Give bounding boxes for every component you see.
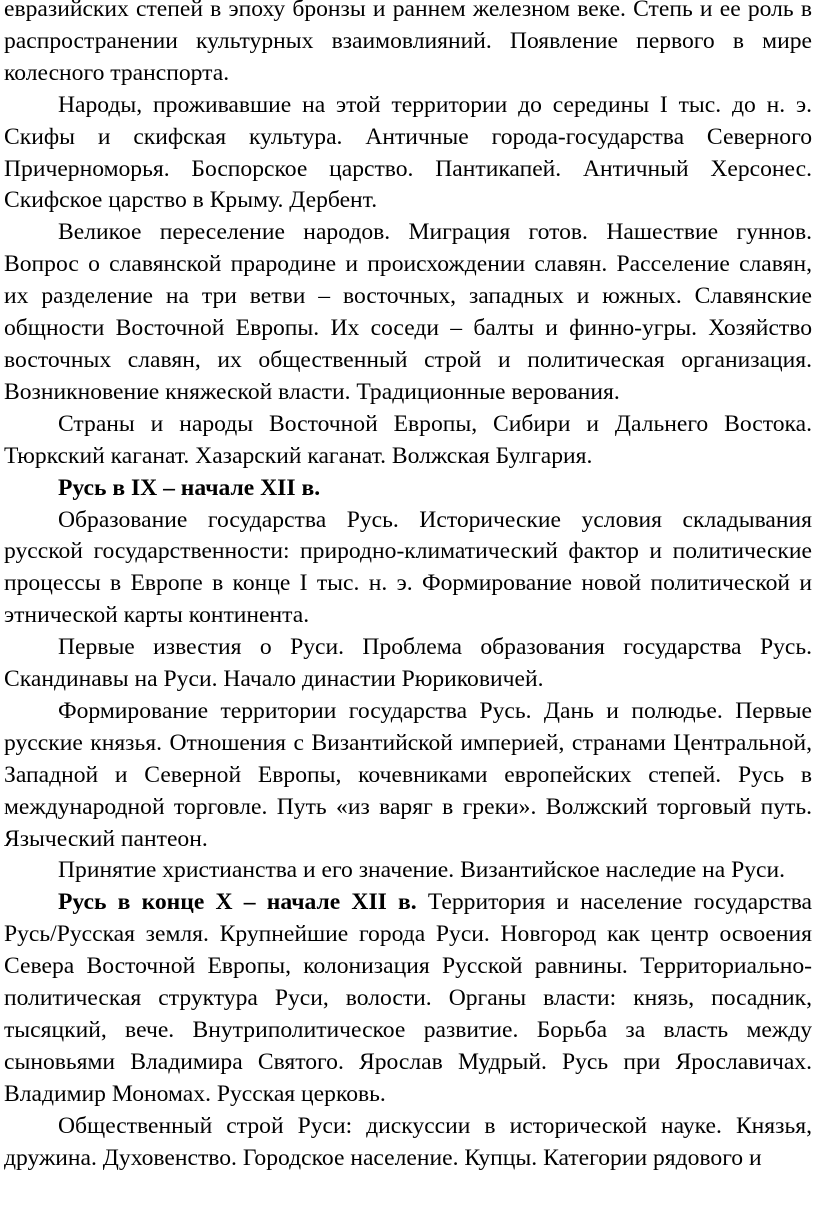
paragraph-territory-formation: Формирование территории государства Русь. Дань и полюдье. Первые русские князья. Отношения с Византийской империей, странами Центральной, Западной и Северной Европы, кочевниками европейских степей. Русь в международной торговле. Путь «из варяг в греки». Волжский торговый путь. Языческий пантеон.	[4, 697, 812, 852]
paragraph-rus-10-12-text: Территория и население государства Русь/Русская земля. Крупнейшие города Руси. Новгород как центр освоения Севера Восточной Европы, колонизация Русской равнины. Территориально-политическая структура Руси, волости. Органы власти: князь, посадник, тысяцкий, вече. Внутриполитическое развитие. Борьба за власть между сыновьями Владимира Святого. Ярослав Мудрый. Русь при Ярославичах. Владимир Мономах. Русская церковь.	[4, 889, 813, 1107]
inline-heading-rus-10-12: Русь в конце X – начале XII в.	[58, 889, 417, 916]
paragraph-formation-of-rus: Образование государства Русь. Исторические условия складывания русской государственности: природно-климатический фактор и политические процессы в Европе в конце I тыс. н. э. Формирование новой политической и этнической карты континента.	[4, 506, 812, 629]
paragraph-rus-10-12	[4, 887, 812, 1110]
paragraph-peoples-before-first-millennium: Народы, проживавшие на этой территории до середины I тыс. до н. э. Скифы и скифская культура. Античные города-государства Северного Причерноморья. Боспорское царство. Пантикапей. Античный Херсонес. Скифское царство в Крыму. Дербент.	[4, 91, 812, 214]
section-heading-rus-9-12: Русь в IX – начале XII в.	[58, 474, 321, 501]
paragraph-eastern-europe-peoples: Страны и народы Восточной Европы, Сибири и Дальнего Востока. Тюркский каганат. Хазарский каганат. Волжская Булгария.	[4, 410, 812, 469]
paragraph-social-structure: Общественный строй Руси: дискуссии в исторической науке. Князья, дружина. Духовенство. Городское население. Купцы. Категории рядового и	[4, 1112, 812, 1171]
paragraph-first-mentions: Первые известия о Руси. Проблема образования государства Русь. Скандинавы на Руси. Начало династии Рюриковичей.	[4, 634, 812, 693]
paragraph-great-migration: Великое переселение народов. Миграция готов. Нашествие гуннов. Вопрос о славянской прародине и происхождении славян. Расселение славян, их разделение на три ветви – восточных, западных и южных. Славянские общности Восточной Европы. Их соседи – балты и финно-угры. Хозяйство восточных славян, их общественный строй и политическая организация. Возникновение княжеской власти. Традиционные верования.	[4, 219, 812, 405]
paragraph-christianity: Принятие христианства и его значение. Византийское наследие на Руси.	[58, 857, 786, 884]
paragraph-steppe-continuation: евразийских степей в эпоху бронзы и раннем железном веке. Степь и ее роль в распространении культурных взаимовлияний. Появление первого в мире колесного транспорта.	[4, 0, 812, 86]
